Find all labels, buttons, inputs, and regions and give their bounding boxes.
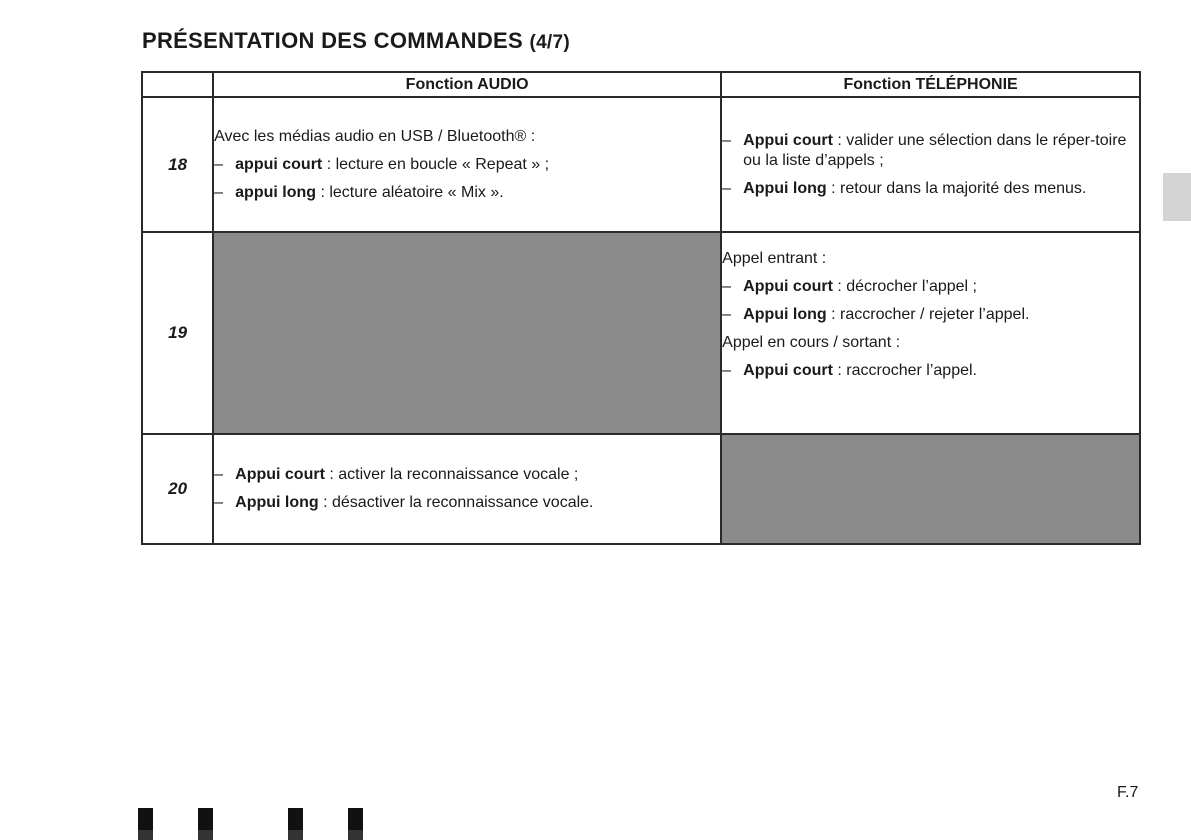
item-rest: : lecture en boucle « Repeat » ; [322,155,550,173]
dash: – [722,362,732,379]
item-bold: Appui long [743,179,827,197]
table-header-row [142,72,1140,97]
list-item [214,151,720,179]
page-number: F.7 [1117,784,1139,801]
dash: – [214,155,224,173]
item-bold: Appui court [743,278,833,295]
page-title [142,28,570,54]
incoming-call-intro: Appel entrant : [722,250,827,267]
telephony-cell [721,97,1140,232]
list-item [214,179,720,207]
audio-cell [213,97,721,232]
item-bold: Appui court [743,362,833,379]
item-bold: appui long [235,183,317,201]
dash: – [214,494,224,511]
telephony-cell-empty [721,434,1140,544]
list-item [214,489,720,517]
header-num [142,72,213,97]
item-bold: Appui court [743,131,833,149]
audio-intro: Avec les médias audio en USB / Bluetooth® : [214,127,536,145]
crop-mark [198,808,213,840]
dash: – [722,278,732,295]
audio-cell-empty [213,232,721,434]
item-bold: Appui long [743,306,827,323]
item-rest: : retour dans la majorité des menus. [826,179,1087,197]
item-bold: appui court [235,155,323,173]
telephony-cell [721,232,1140,434]
item-rest: : décrocher l’appel ; [832,278,977,295]
table-row-18 [142,97,1140,232]
header-telephony: Fonction TÉLÉPHONIE [721,72,1140,97]
row-number: 18 [142,97,213,232]
crop-mark [288,808,303,840]
item-rest: : valider une sélection dans le réper-toire ou la liste d’appels ; [743,131,1127,169]
dash: – [722,179,732,197]
crop-mark [348,808,363,840]
dash: – [214,466,224,483]
list-item [722,357,1139,385]
item-bold: Appui long [235,494,319,511]
page-title-sub: (4/7) [529,32,571,53]
ongoing-call-intro: Appel en cours / sortant : [722,334,901,351]
row-number: 19 [142,232,213,434]
list-item [214,461,720,489]
list-item [722,127,1139,175]
section-tab-marker [1163,173,1191,221]
item-rest: : désactiver la reconnaissance vocale. [318,494,594,511]
table-row-19 [142,232,1140,434]
list-item [722,273,1139,301]
header-audio: Fonction AUDIO [213,72,721,97]
item-bold: Appui court [235,466,325,483]
list-item [722,175,1139,203]
commands-table [141,71,1141,545]
item-rest: : lecture aléatoire « Mix ». [316,183,504,201]
item-rest: : raccrocher / rejeter l’appel. [826,306,1030,323]
dash: – [214,183,224,201]
row-number: 20 [142,434,213,544]
dash: – [722,306,732,323]
audio-cell [213,434,721,544]
item-rest: : raccrocher l’appel. [832,362,977,379]
list-item [722,301,1139,329]
crop-mark [138,808,153,840]
dash: – [722,131,732,149]
item-rest: : activer la reconnaissance vocale ; [324,466,579,483]
table-row-20 [142,434,1140,544]
page-title-main: PRÉSENTATION DES COMMANDES [142,28,524,53]
